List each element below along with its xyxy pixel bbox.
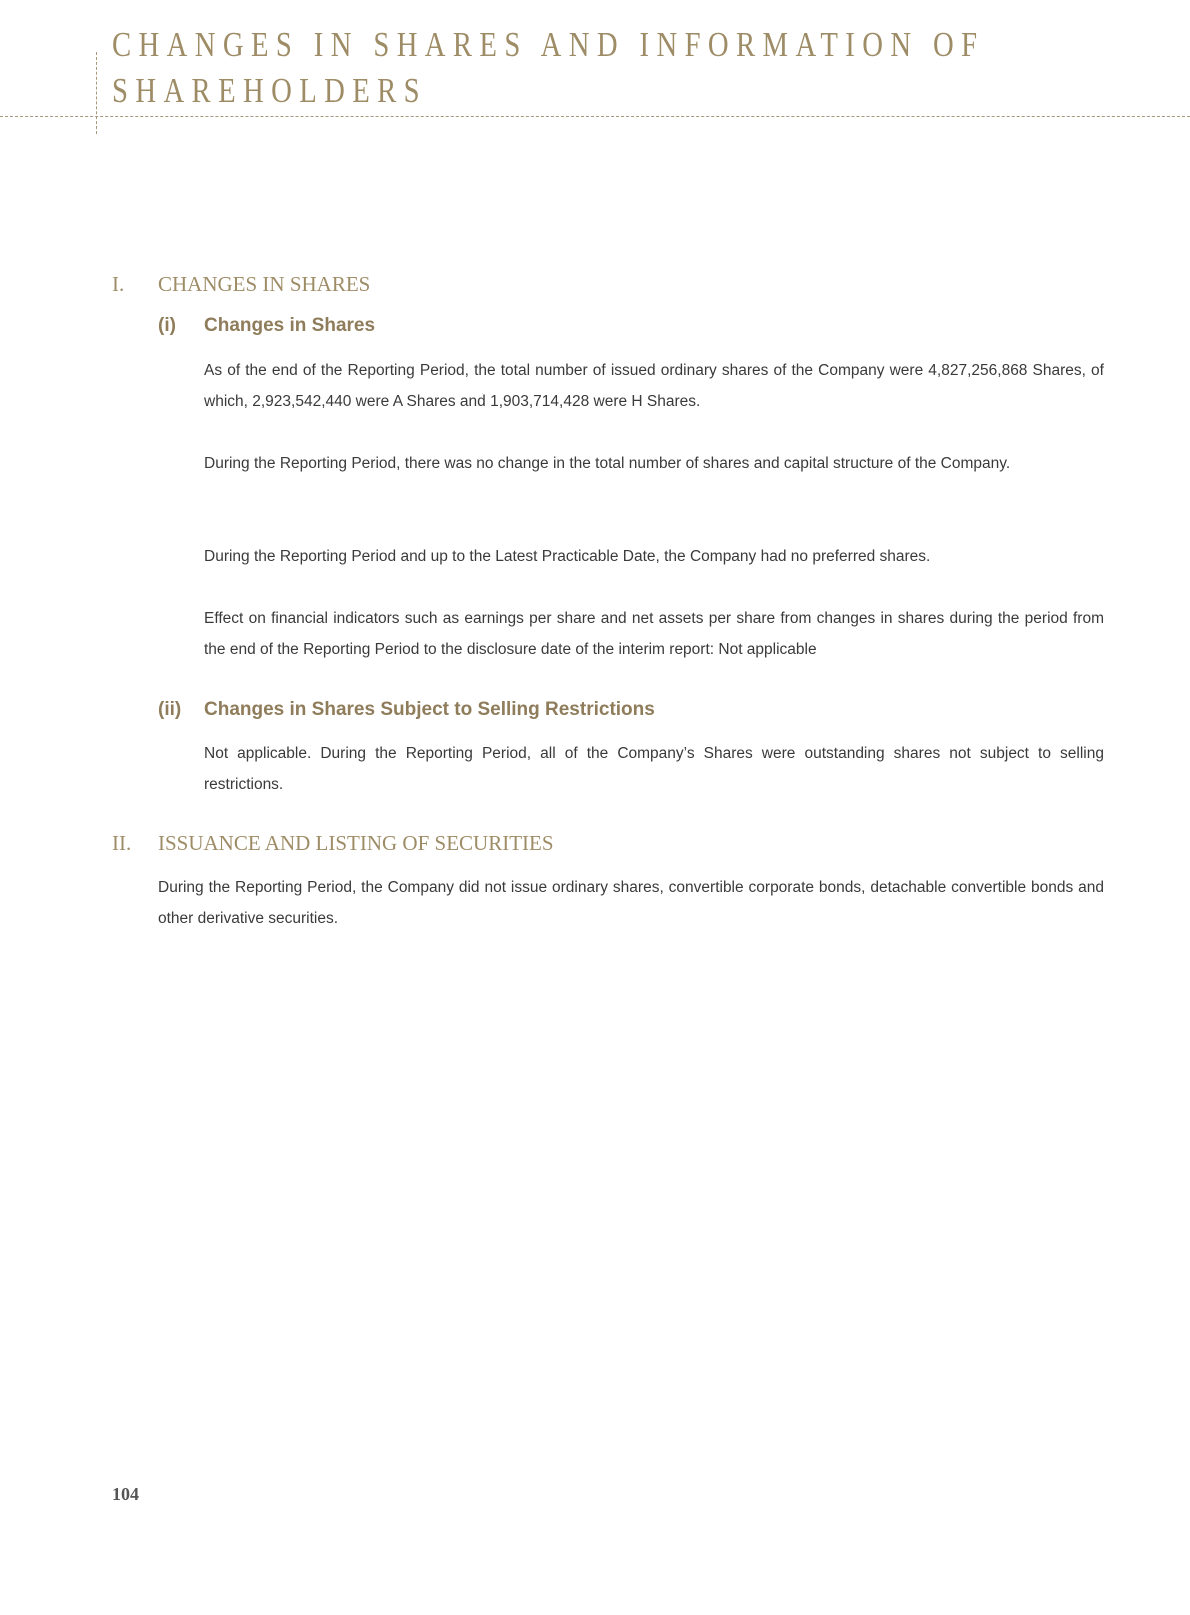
subsection-heading-ii: (ii) Changes in Shares Subject to Selling Restrictions [158,699,655,720]
paragraph: Effect on financial indicators such as earnings per share and net assets per share from changes in shares during the period from the end of the Reporting Period to the disclosure date of the interim report: Not applicable [204,610,1104,658]
paragraph: As of the end of the Reporting Period, the total number of issued ordinary shares of the Company were 4,827,256,868 Shares, of which, 2,923,542,440 were A Shares and 1,903,714,428 were H Shares. [204,362,1104,410]
header-vertical-divider [96,52,97,134]
section-heading-1: I. CHANGES IN SHARES [112,272,371,296]
page-number: 104 [112,1484,139,1504]
paragraph: Not applicable. During the Reporting Period, all of the Company’s Shares were outstanding shares not subject to selling restrictions. [204,745,1104,793]
subsection-heading-i: (i) Changes in Shares [158,315,376,336]
page-title: CHANGES IN SHARES AND INFORMATION OF SHAREHOLDERS [112,25,985,110]
paragraph: During the Reporting Period, there was no change in the total number of shares and capital structure of the Company. [204,455,1011,472]
section-heading-2: II. ISSUANCE AND LISTING OF SECURITIES [112,831,554,855]
header-divider [0,116,1190,117]
paragraph: During the Reporting Period, the Company did not issue ordinary shares, convertible corporate bonds, detachable convertible bonds and other derivative securities. [158,879,1104,927]
paragraph: During the Reporting Period and up to the Latest Practicable Date, the Company had no preferred shares. [204,548,931,565]
